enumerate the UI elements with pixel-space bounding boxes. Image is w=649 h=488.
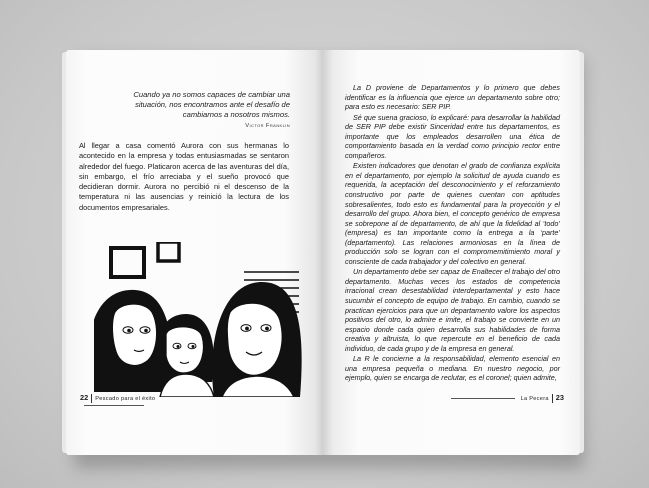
page-number: 22 <box>80 393 89 402</box>
epigraph-quote <box>100 90 290 131</box>
footer-rule <box>84 405 144 406</box>
quote-author: Victor Franklin <box>245 123 290 129</box>
paragraph: Al llegar a casa comentó Aurora con sus hermanas lo acontecido en la empresa y todas entusiasmadas se sentaron alrededor del fuego. Platicaron acerca de las aventuras del día, sin embargo, el frío arreciaba y el sueño provocó que decidieran dormir. Aurora no percibió ni el descenso de la temperatura ni las ausencias y reinició la lectura de los documentos empresariales. <box>79 141 289 212</box>
right-body-text <box>345 83 560 384</box>
chapter-title: La Pecera <box>520 396 549 402</box>
quote-line: situación, nos encontramos ante el desafío de <box>135 100 290 109</box>
paragraph: Existen indicadores que denotan el grado de confianza explícita en el departamento, por ejemplo la solicitud de ayuda cuando es requerida, la aceptación del desconocimiento y el reforzamiento constructivo por parte de quienes cuentan con aptitudes sobresalientes, todo esto es fundamental para la proyección y el desarrollo del grupo. Ahora bien, el concepto genérico de empresa se sobrepone al de departamento, de ahí que la fidelidad al ‘todo’ (empresa) es tan importante como la entrega a la ‘parte’ (departamento). Las relaciones armoniosas en la línea de producción solo se logran con el compromemitimiento moral y consciente de cada trabajador y del colectivo en general. <box>345 161 560 266</box>
left-page <box>66 50 323 455</box>
footer-divider <box>91 394 92 403</box>
right-page-footer <box>424 393 564 405</box>
left-body-text <box>79 141 289 213</box>
footer-divider <box>552 394 553 403</box>
paragraph: Sé que suena gracioso, lo explicaré: para desarrollar la habilidad de SER PIP debe existir Sinceridad entre tus departamentos, es importante que los empleados desarrollen una ética de comportamiento basada en la verdad como principio rector entre compañeros. <box>345 112 560 160</box>
paragraph: La D proviene de Departamentos y lo primero que debes identificar es la influencia que ejerce un departamento sobre otro; para esto es necesario: SER PIP. <box>345 83 560 112</box>
paragraph: La R le concierne a la responsabilidad, elemento esencial en una empresa pequeña o mediana. En nuestro negocio, por ejemplo, quien se encarga de reclutar, es el coronel; quien admite, <box>345 354 560 383</box>
right-page <box>323 50 580 455</box>
quote-line: Cuando ya no somos capaces de cambiar una <box>133 90 290 99</box>
paragraph: Un departamento debe ser capaz de Enaltecer el trabajo del otro departamento. Muchas veces los estados de competencia irracional crean desestabilidad interdepartamental y esto hace sucumbir el concepto de equipo de trabajo. En cambio, cuando se practican ejercicios para que un departamento valore los aspectos positivos del otro, lo admire e imite, el trabajo se convierte en un espacio donde cada quien desarrolla sus habilidades de forma creativa y altruista, lo que repercute en el beneficio de cada individuo, de cada grupo y de la empresa en general. <box>345 267 560 353</box>
left-page-footer <box>80 393 220 405</box>
book-title: Pescado para el éxito <box>95 396 156 402</box>
quote-line: cambiarnos a nosotros mismos. <box>182 110 290 119</box>
footer-rule <box>451 398 515 399</box>
illustration-three-women <box>94 242 304 397</box>
page-number: 23 <box>555 393 564 402</box>
